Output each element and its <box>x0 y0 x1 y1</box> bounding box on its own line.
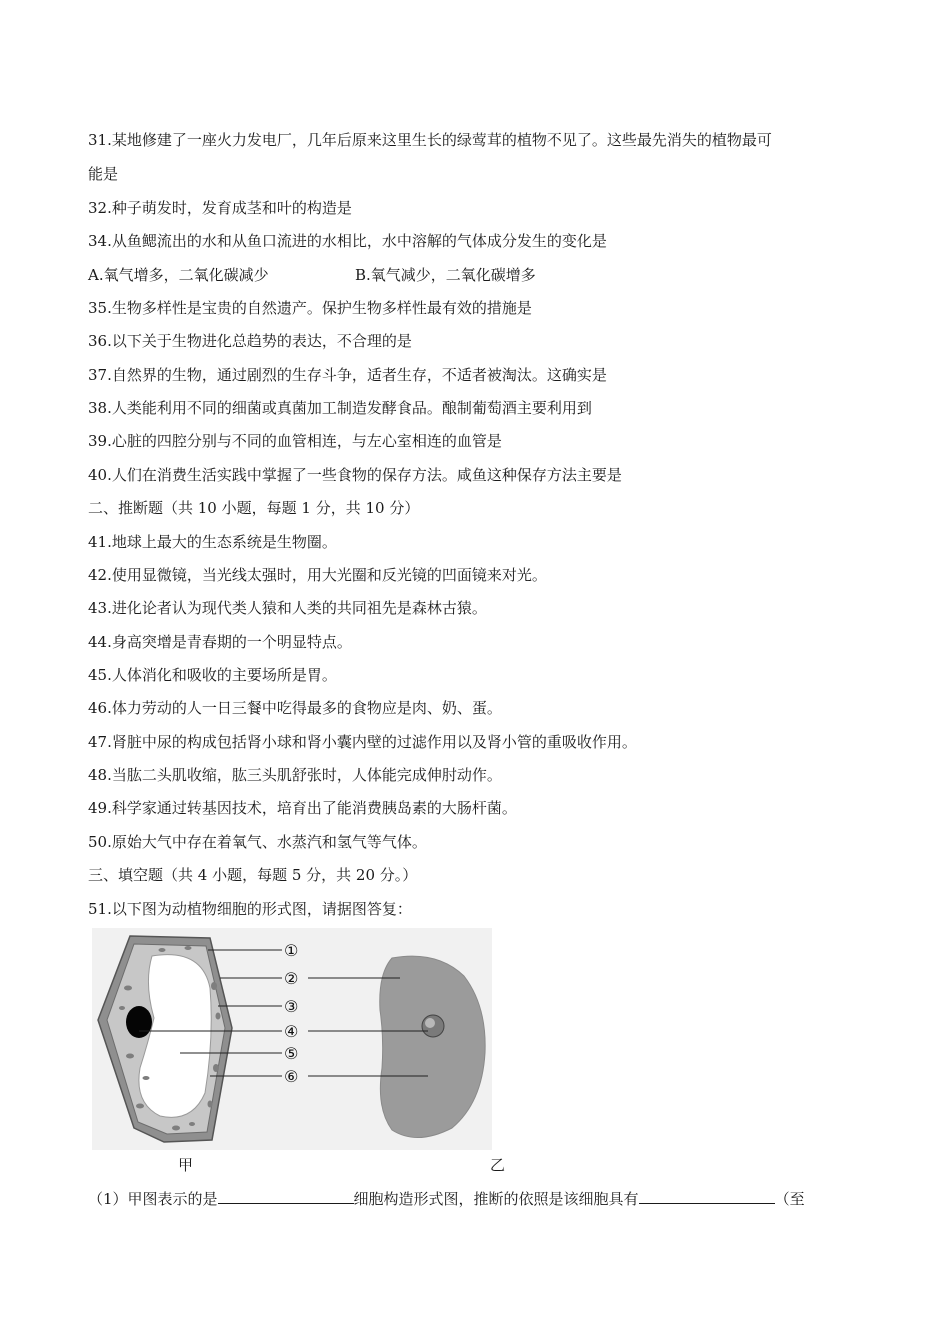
question-48: 48.当肱二头肌收缩，肱三头肌舒张时，人体能完成伸肘动作。 <box>88 766 502 784</box>
answer-blank-1[interactable] <box>218 1188 354 1204</box>
question-51: 51.以下图为动植物细胞的形式图，请据图答复： <box>88 900 412 918</box>
question-34: 34.从鱼鳃流出的水和从鱼口流进的水相比，水中溶解的气体成分发生的变化是 <box>88 232 607 250</box>
question-49: 49.科学家通过转基因技术，培育出了能消费胰岛素的大肠杆菌。 <box>88 799 517 817</box>
section-3-heading: 三、填空题（共 4 小题，每题 5 分，共 20 分。） <box>88 866 418 884</box>
q51-1-part-b: 细胞构造形式图，推断的依照是该细胞具有 <box>353 1190 639 1208</box>
question-46: 46.体力劳动的人一日三餐中吃得最多的食物应是肉、奶、蛋。 <box>88 699 502 717</box>
label-2: ② <box>284 969 299 988</box>
question-38: 38.人类能利用不同的细菌或真菌加工制造发酵食品。酿制葡萄酒主要利用到 <box>88 399 592 417</box>
q51-1-part-c: （至 <box>774 1190 805 1208</box>
caption-jia: 甲 <box>178 1156 194 1174</box>
label-4: ④ <box>284 1022 299 1041</box>
question-34-options <box>88 265 536 285</box>
question-41: 41.地球上最大的生态系统是生物圈。 <box>88 533 337 551</box>
question-32: 32.种子萌发时，发育成茎和叶的构造是 <box>88 199 352 217</box>
label-3: ③ <box>284 997 299 1016</box>
question-36: 36.以下关于生物进化总趋势的表达，不合理的是 <box>88 332 412 350</box>
vacuole <box>139 955 211 1118</box>
question-40: 40.人们在消费生活实践中掌握了一些食物的保存方法。咸鱼这种保存方法主要是 <box>88 466 622 484</box>
question-50: 50.原始大气中存在着氧气、水蒸汽和氢气等气体。 <box>88 833 427 851</box>
animal-nucleus-highlight <box>425 1018 435 1028</box>
question-51-1 <box>88 1188 805 1209</box>
answer-blank-2[interactable] <box>639 1188 775 1204</box>
question-47: 47.肾脏中尿的构成包括肾小球和肾小囊内壁的过滤作用以及肾小管的重吸收作用。 <box>88 733 637 751</box>
question-39: 39.心脏的四腔分别与不同的血管相连，与左心室相连的血管是 <box>88 432 502 450</box>
question-44: 44.身高突增是青春期的一个明显特点。 <box>88 633 352 651</box>
question-42: 42.使用显微镜，当光线太强时，用大光圈和反光镜的凹面镜来对光。 <box>88 566 547 584</box>
question-31-line-1: 31.某地修建了一座火力发电厂，几年后原来这里生长的绿莺茸的植物不见了。这些最先消失的植物最可 <box>88 131 772 149</box>
section-2-heading: 二、推断题（共 10 小题，每题 1 分，共 10 分） <box>88 499 420 517</box>
option-a: A.氧气增多，二氧化碳减少 <box>88 266 269 284</box>
label-5: ⑤ <box>284 1044 299 1063</box>
label-6: ⑥ <box>284 1067 299 1086</box>
q51-1-part-a: （1）甲图表示的是 <box>88 1190 218 1208</box>
question-43: 43.进化论者认为现代类人猿和人类的共同祖先是森林古猿。 <box>88 599 487 617</box>
question-31-line-2: 能是 <box>88 165 119 183</box>
question-35: 35.生物多样性是宝贵的自然遗产。保护生物多样性最有效的措施是 <box>88 299 532 317</box>
cell-diagram <box>92 928 492 1150</box>
label-1: ① <box>284 941 299 960</box>
option-b: B.氧气减少，二氧化碳增多 <box>355 266 536 284</box>
nucleus <box>126 1006 152 1038</box>
caption-yi: 乙 <box>490 1156 506 1174</box>
question-45: 45.人体消化和吸收的主要场所是胃。 <box>88 666 337 684</box>
question-37: 37.自然界的生物，通过剧烈的生存斗争，适者生存，不适者被淘汰。这确实是 <box>88 366 607 384</box>
